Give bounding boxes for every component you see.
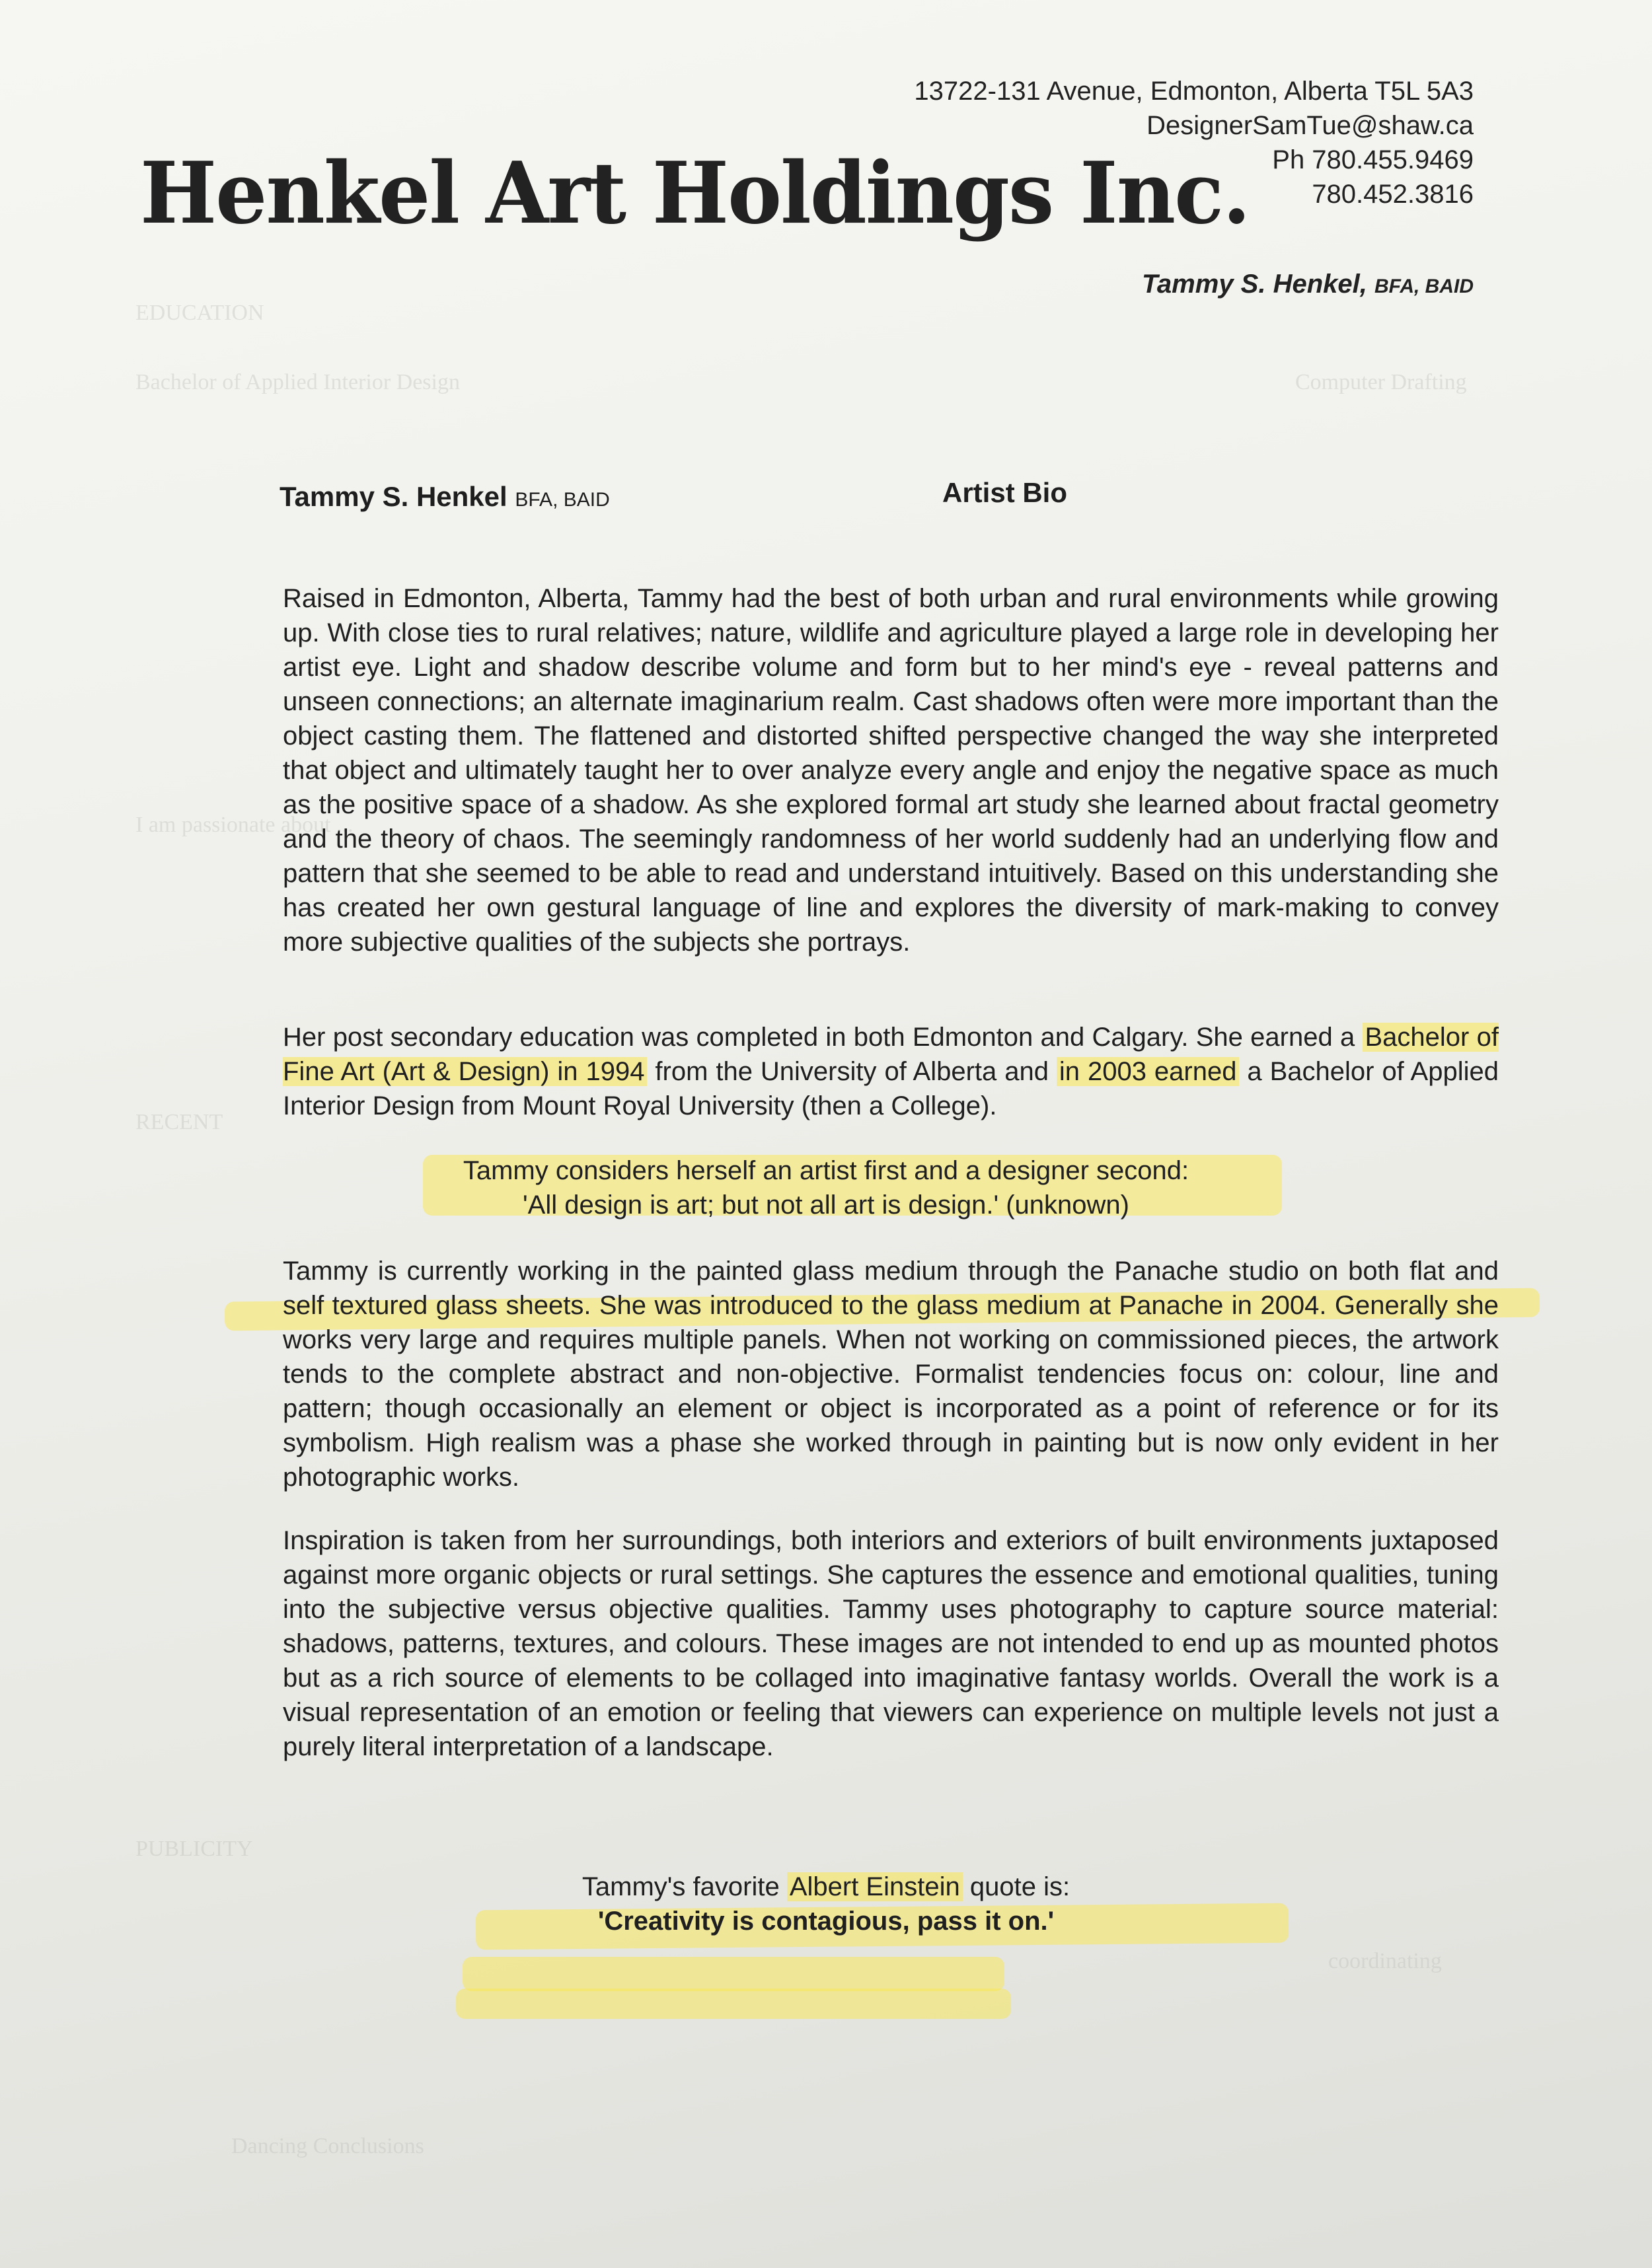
highlighted-text: in 2003 earned (1057, 1057, 1240, 1086)
bio-subject-name (280, 481, 610, 513)
show-through-text: coordinating (1328, 1949, 1442, 1973)
highlighter-mark (456, 1989, 1011, 2019)
einstein-intro (0, 1870, 1652, 1904)
design-quote: 'All design is art; but not all art is design.' (unknown) (523, 1190, 1129, 1220)
show-through-text: I am passionate about ... (135, 813, 354, 837)
show-through-text: Dancing Conclusions (231, 2134, 424, 2158)
design-quote-intro: Tammy considers herself an artist first and a designer second: (463, 1156, 1189, 1185)
signature-credentials: BFA, BAID (1374, 275, 1474, 297)
paragraph-text: Her post secondary education was completed in both Edmonton and Calgary. She earned a (283, 1023, 1363, 1052)
bio-paragraph-3: Tammy is currently working in the painted glass medium through the Panache studio on both flat and self textured glass sheets. She was introduced to the glass medium at Panache in 2004. Generally she works very large and requires multiple panels. When not working on commissioned pieces, the artwork tends to the complete abstract and non-objective. Formalist tendencies focus on: colour, line and pattern; though occasionally an element or object is incorporated as a point of reference or for its symbolism. High realism was a phase she worked through in painting but is now only evident in her photographic works. (283, 1257, 1499, 1492)
bio-paragraph-2 (283, 1020, 1499, 1123)
signature-name: Tammy S. Henkel, (1141, 270, 1367, 299)
show-through-text: Computer Drafting (1295, 370, 1467, 394)
show-through-text: Bachelor of Applied Interior Design (135, 370, 460, 394)
company-address: 13722-131 Avenue, Edmonton, Alberta T5L 5A3 (914, 77, 1474, 106)
company-phone-2: 780.452.3816 (1312, 180, 1474, 209)
subject-name: Tammy S. Henkel (280, 481, 507, 512)
highlighted-text: Albert Einstein (787, 1872, 963, 1901)
bio-paragraph-1: Raised in Edmonton, Alberta, Tammy had the best of both urban and rural environments while growing up. With close ties to rural relatives; nature, wildlife and agriculture played a large role in developing her artist eye. Light and shadow describe volume and form but to her mind's eye - reveal patterns and unseen connections; an alternate imaginarium realm. Cast shadows often were more important than the object casting them. The flattened and distorted shifted perspective changed the way she interpreted that object and ultimately taught her to over analyze every angle and enjoy the negative space as much as the positive space of a shadow. As she explored formal art study she learned about fractal geometry and the theory of chaos. The seemingly randomness of her world suddenly had an underlying flow and pattern that she seemed to be able to read and understand intuitively. Based on this understanding she has created her own gestural language of line and explores the diversity of mark-making to convey more subjective qualities of the subjects she portrays. (283, 584, 1499, 957)
letterhead-signature (1142, 270, 1474, 299)
company-phone: Ph 780.455.9469 (1272, 145, 1474, 174)
show-through-text: PUBLICITY (135, 1837, 253, 1861)
einstein-quote: 'Creativity is contagious, pass it on.' (597, 1907, 1055, 1936)
company-email: DesignerSamTue@shaw.ca (1146, 111, 1474, 140)
highlighted-text: Bachelor of Fine Art (Art & Design) in 1994 (283, 1023, 1499, 1086)
show-through-text: RECENT (135, 1110, 223, 1134)
bio-paragraph-4: Inspiration is taken from her surroundings, both interiors and exteriors of built environments juxtaposed against more organic objects or rural settings. She captures the essence and emotional qualities, tuning into the subjective versus objective qualities. Tammy uses photography to capture source material: shadows, patterns, textures, and colours. These images are not intended to end up as mounted photos but as a rich source of elements to be collaged into imaginative fantasy worlds. Overall the work is a visual representation of an emotion or feeling that viewers can experience on multiple levels not just a purely literal interpretation of a landscape. (283, 1526, 1499, 1761)
document-title: Artist Bio (942, 477, 1067, 508)
paragraph-text: a Bachelor of Applied Interior Design from Mount Royal University (then a College). (283, 1057, 1499, 1120)
company-logo: Henkel Art Holdings Inc. (140, 144, 1250, 243)
intro-text: Tammy's favorite (582, 1872, 787, 1901)
subject-credentials: BFA, BAID (515, 489, 610, 511)
intro-text: quote is: (962, 1872, 1070, 1901)
show-through-text: EDUCATION (135, 301, 264, 325)
highlighter-mark (463, 1957, 1004, 1991)
paragraph-text: from the University of Alberta and (647, 1057, 1057, 1086)
